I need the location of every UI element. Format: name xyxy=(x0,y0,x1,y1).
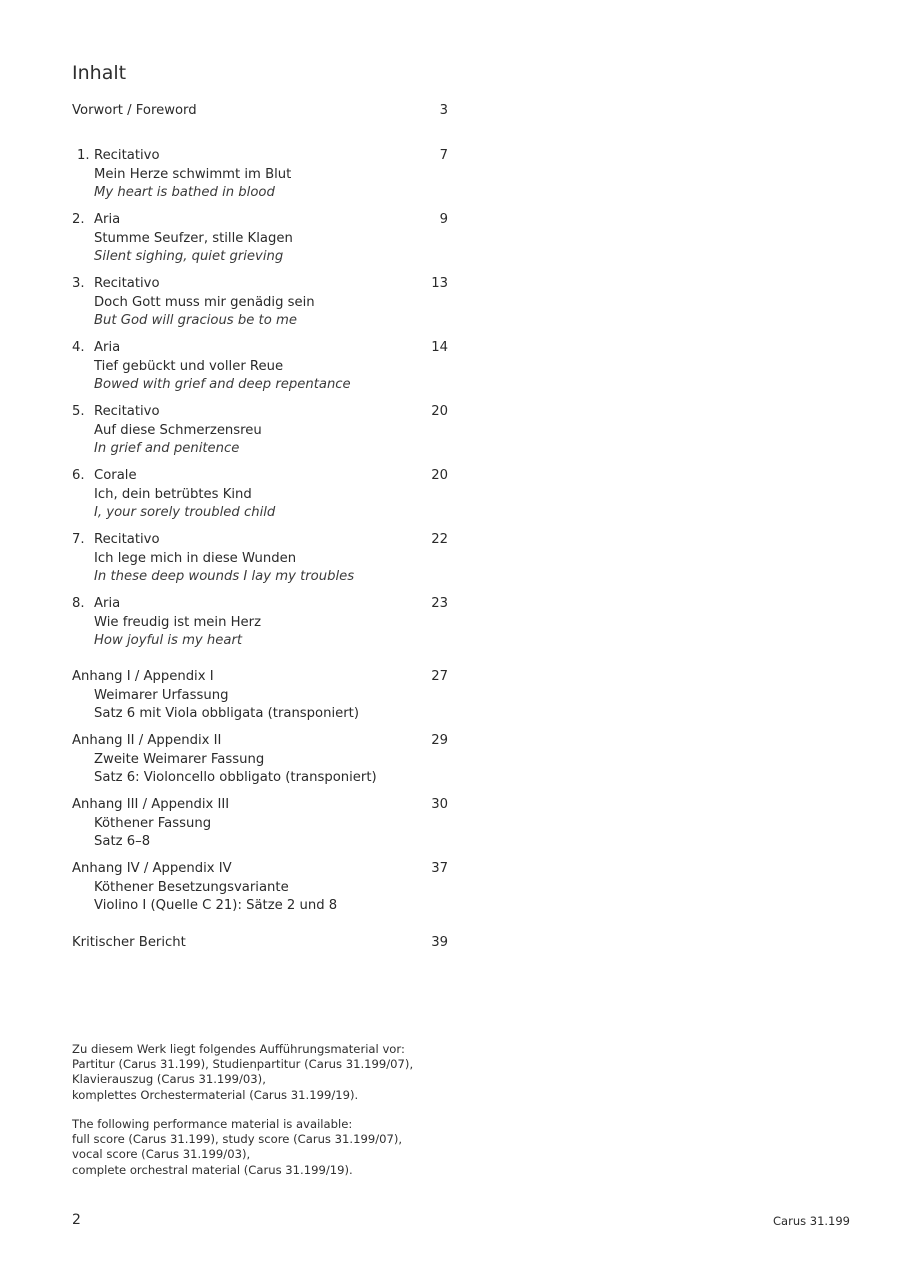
movement-number: 3. xyxy=(72,276,85,291)
appendix-line1: Zweite Weimarer Fassung xyxy=(94,751,265,767)
appendix-line1: Köthener Besetzungsvariante xyxy=(94,879,289,895)
movement-type: Recitativo xyxy=(94,276,160,291)
note-line: Partitur (Carus 31.199), Studienpartitur (Carus 31.199/07), xyxy=(72,1057,414,1072)
appendix-label: Anhang IV / Appendix IV xyxy=(72,861,232,876)
movement-title-en: Bowed with grief and deep repentance xyxy=(94,377,351,392)
note-line: full score (Carus 31.199), study score (Carus 31.199/07), xyxy=(72,1132,403,1147)
movement-title-de: Tief gebückt und voller Reue xyxy=(94,358,284,374)
movement-title-en: In grief and penitence xyxy=(94,441,240,456)
toc-entry-appendix[interactable] xyxy=(72,732,448,788)
movement-number: 8. xyxy=(72,596,85,611)
toc-entry-movement[interactable] xyxy=(72,211,448,267)
toc-entry-movement[interactable] xyxy=(72,595,448,651)
appendix-line2: Satz 6–8 xyxy=(94,834,151,849)
toc-page-number: 14 xyxy=(431,340,448,355)
toc-page-number: 20 xyxy=(431,468,448,483)
appendix-line1: Weimarer Urfassung xyxy=(94,687,229,703)
movement-title-de: Ich, dein betrübtes Kind xyxy=(94,486,252,502)
toc-entry-appendix[interactable] xyxy=(72,796,448,852)
toc-page-number: 20 xyxy=(431,404,448,419)
movement-number: 4. xyxy=(72,340,85,355)
performance-material-note-de xyxy=(72,1042,492,1103)
toc-entry-appendix[interactable] xyxy=(72,860,448,916)
note-line: komplettes Orchestermaterial (Carus 31.199/19). xyxy=(72,1087,359,1102)
movement-title-de: Stumme Seufzer, stille Klagen xyxy=(94,230,293,246)
toc-entry-report[interactable] xyxy=(72,934,448,953)
movement-number: 7. xyxy=(72,532,85,547)
movement-number: 2. xyxy=(72,212,85,227)
appendix-label: Anhang II / Appendix II xyxy=(72,733,222,748)
movement-number: 5. xyxy=(72,404,85,419)
movement-number: 6. xyxy=(72,468,85,483)
movement-title-de: Wie freudig ist mein Herz xyxy=(94,614,262,630)
movement-title-de: Doch Gott muss mir genädig sein xyxy=(94,294,315,310)
footer-catalog-number: Carus 31.199 xyxy=(773,1214,850,1228)
appendix-line2: Satz 6: Violoncello obbligato (transponiert) xyxy=(94,770,377,785)
movement-type: Recitativo xyxy=(94,532,160,547)
footer-page-number: 2 xyxy=(72,1212,81,1228)
movement-title-en: Silent sighing, quiet grieving xyxy=(94,249,284,264)
note-line: complete orchestral material (Carus 31.199/19). xyxy=(72,1162,353,1177)
movement-title-en: In these deep wounds I lay my troubles xyxy=(94,569,355,584)
toc-entry-movement[interactable] xyxy=(72,275,448,331)
movement-type: Aria xyxy=(94,340,121,355)
toc-page-number: 13 xyxy=(431,276,448,291)
toc-page-number: 7 xyxy=(439,148,448,163)
toc-page-number: 9 xyxy=(439,212,448,227)
movement-type: Aria xyxy=(94,212,121,227)
appendix-line2: Satz 6 mit Viola obbligata (transponiert) xyxy=(94,706,359,721)
note-line: Zu diesem Werk liegt folgendes Aufführungsmaterial vor: xyxy=(72,1042,405,1056)
toc-page-number: 29 xyxy=(431,733,448,748)
toc-entry-movement[interactable] xyxy=(72,531,448,587)
note-line: Klavierauszug (Carus 31.199/03), xyxy=(72,1072,266,1087)
toc-entry-appendix[interactable] xyxy=(72,668,448,724)
movement-type: Recitativo xyxy=(94,404,160,419)
appendix-line1: Köthener Fassung xyxy=(94,815,212,831)
toc-entry-movement[interactable] xyxy=(72,467,448,523)
movement-type: Corale xyxy=(94,468,137,483)
toc-entry-movement[interactable] xyxy=(72,147,448,203)
page-title: Inhalt xyxy=(72,62,127,84)
toc-entry-foreword[interactable] xyxy=(72,102,448,121)
note-line: The following performance material is available: xyxy=(72,1117,353,1131)
toc-page-number: 30 xyxy=(431,797,448,812)
toc-page-number: 3 xyxy=(439,103,448,118)
movement-title-en: I, your sorely troubled child xyxy=(94,505,276,520)
movement-type: Recitativo xyxy=(94,148,160,163)
toc-page-number: 37 xyxy=(431,861,448,876)
toc-entry-label: Kritischer Bericht xyxy=(72,935,186,950)
toc-page-number: 39 xyxy=(431,935,448,950)
toc-entry-movement[interactable] xyxy=(72,339,448,395)
toc-page-number: 27 xyxy=(431,669,448,684)
movement-title-de: Mein Herze schwimmt im Blut xyxy=(94,166,292,182)
appendix-line2: Violino I (Quelle C 21): Sätze 2 und 8 xyxy=(94,898,338,913)
toc-entry-label: Vorwort / Foreword xyxy=(72,103,197,118)
movement-title-de: Auf diese Schmerzensreu xyxy=(94,422,262,438)
toc-page-number: 23 xyxy=(431,596,448,611)
note-line: vocal score (Carus 31.199/03), xyxy=(72,1147,251,1162)
toc-entry-movement[interactable] xyxy=(72,403,448,459)
toc-page-number: 22 xyxy=(431,532,448,547)
movement-title-en: My heart is bathed in blood xyxy=(94,185,275,200)
movement-title-en: But God will gracious be to me xyxy=(94,313,297,328)
movement-type: Aria xyxy=(94,596,121,611)
movement-title-en: How joyful is my heart xyxy=(94,633,243,648)
appendix-label: Anhang I / Appendix I xyxy=(72,669,214,684)
performance-material-note-en xyxy=(72,1117,492,1178)
movement-title-de: Ich lege mich in diese Wunden xyxy=(94,550,297,566)
appendix-label: Anhang III / Appendix III xyxy=(72,797,230,812)
movement-number: 1. xyxy=(77,148,90,163)
